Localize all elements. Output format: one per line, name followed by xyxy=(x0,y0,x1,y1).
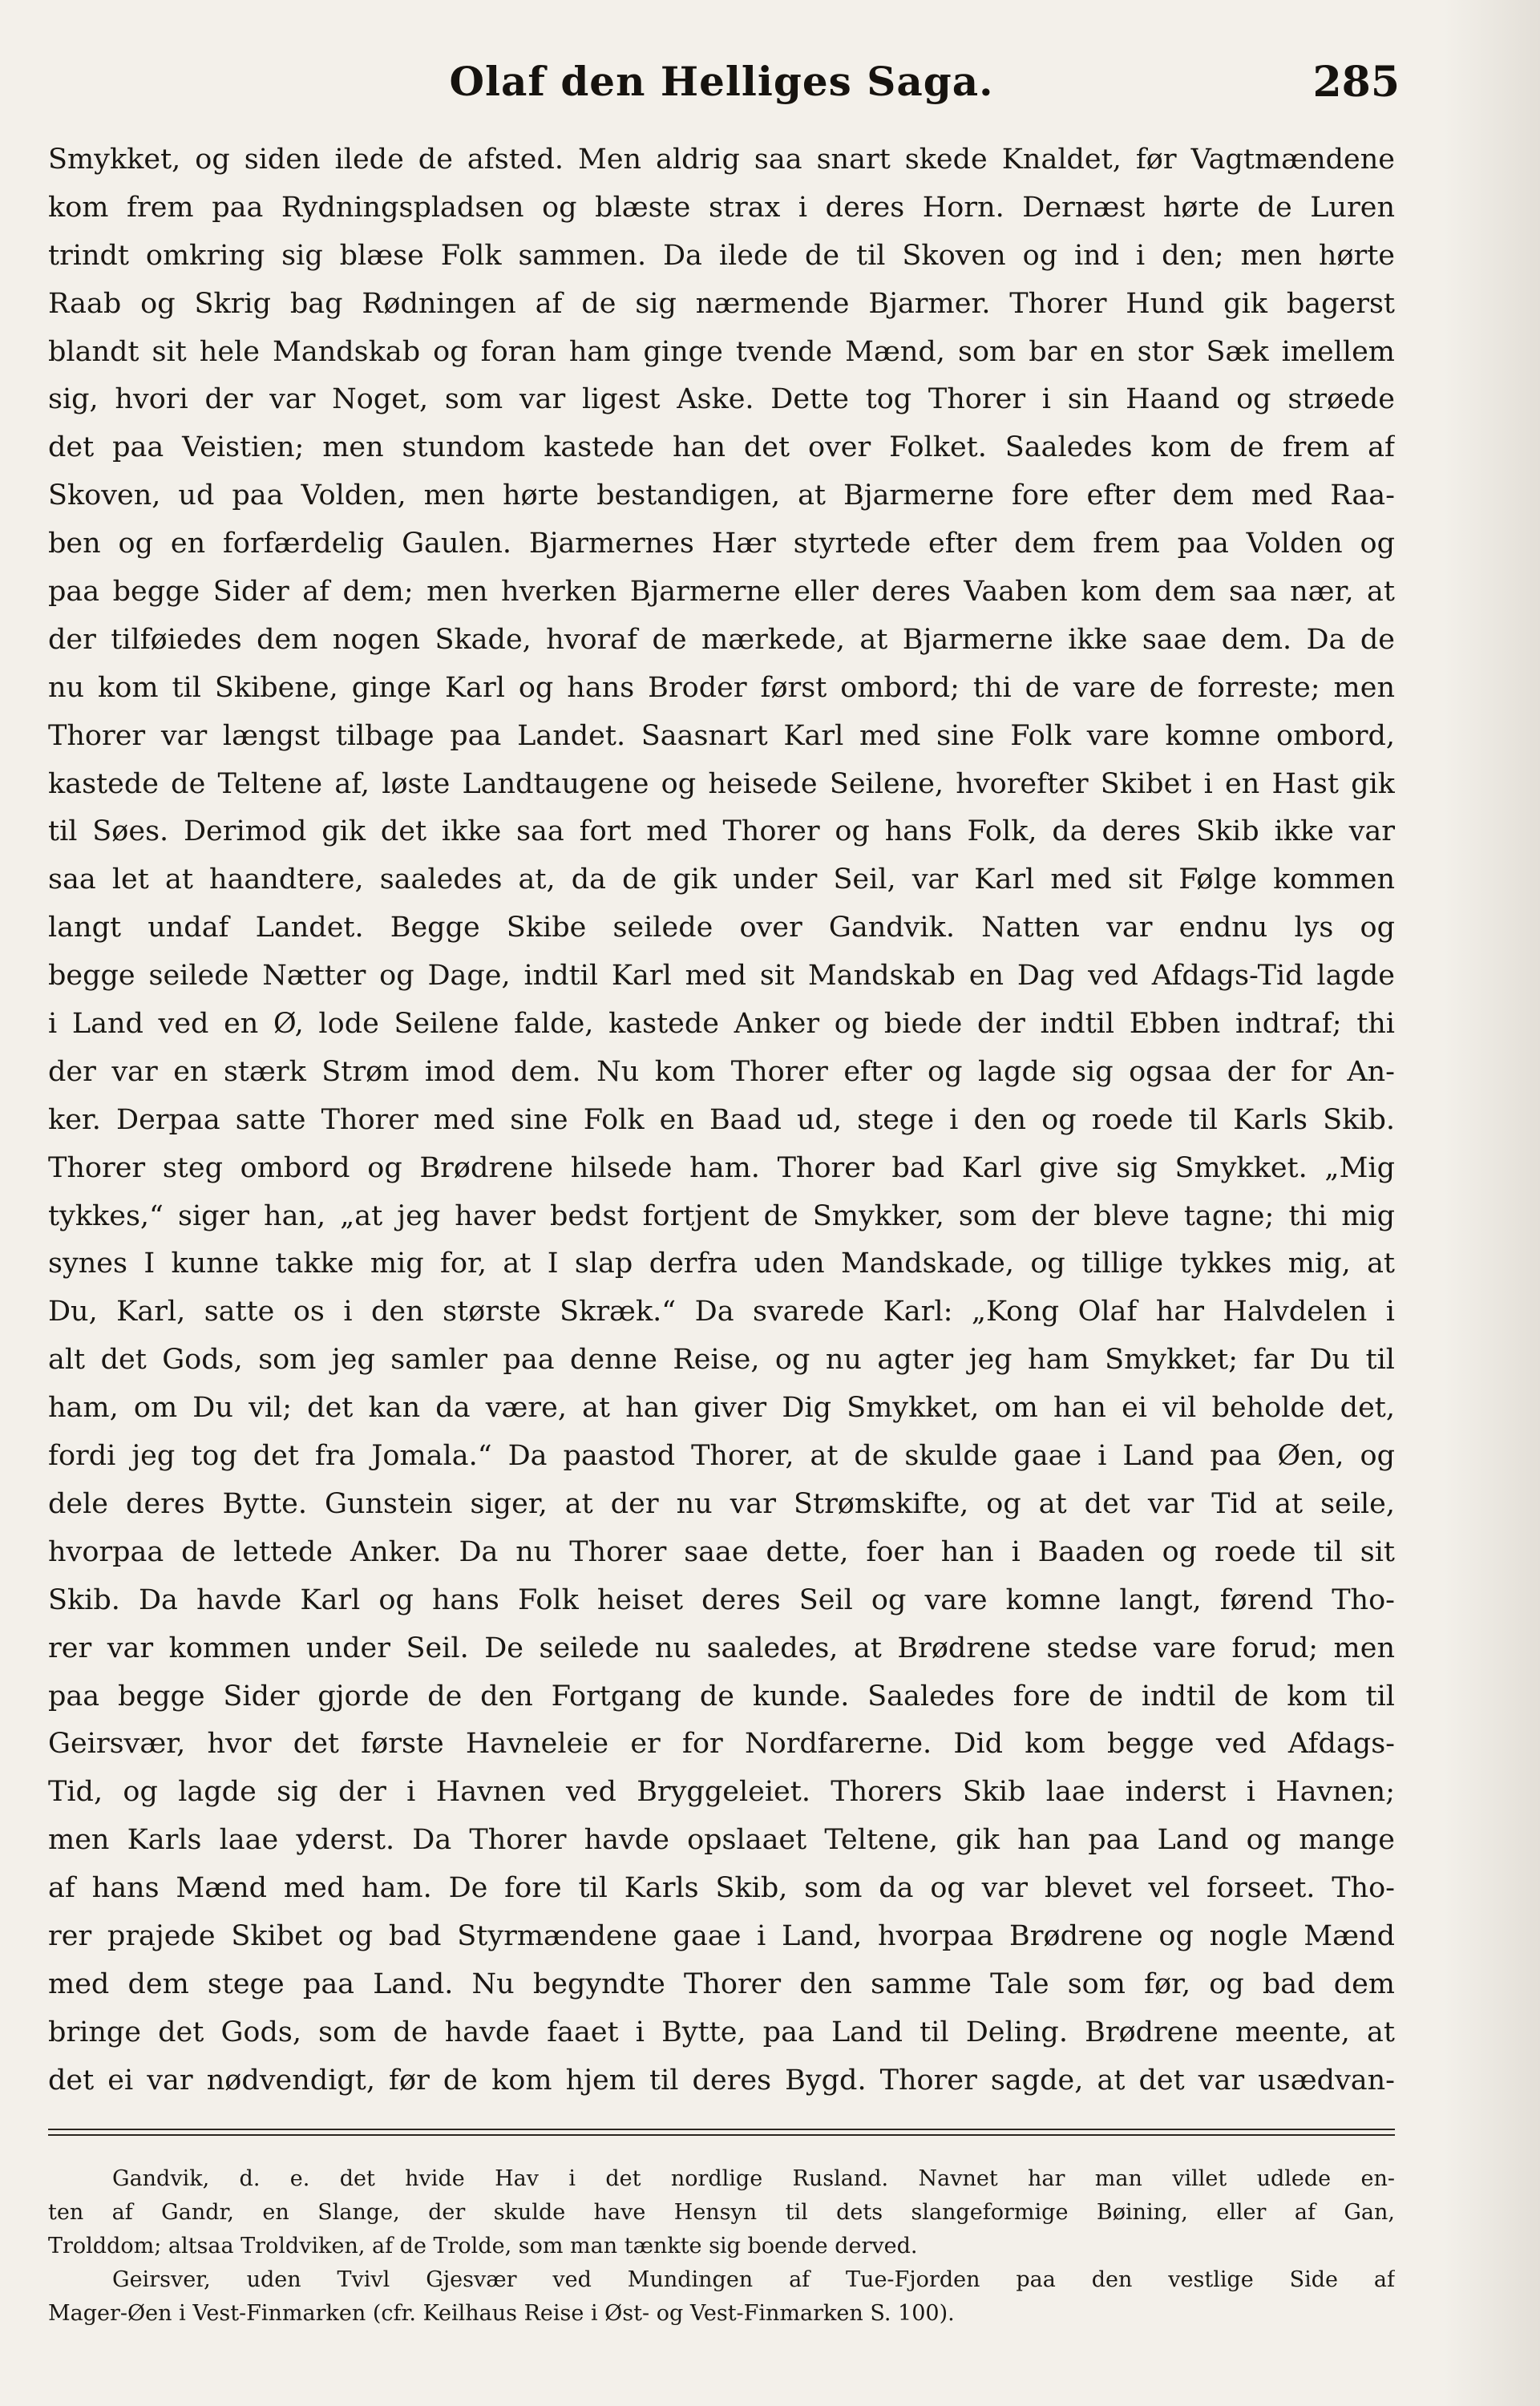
body-line: Skib. Da havde Karl og hans Folk heiset deres Seil og vare komne langt, førend Tho- xyxy=(48,1583,1395,1616)
body-line: ben og en forfærdelig Gaulen. Bjarmernes Hær styrtede efter dem frem paa Volden og xyxy=(48,528,1395,560)
body-line: trindt omkring sig blæse Folk sammen. Da ilede de til Skoven og ind i den; men hørte xyxy=(48,239,1395,272)
body-line: Du, Karl, satte os i den største Skræk.“ Da svarede Karl: „Kong Olaf har Halvdelen i xyxy=(48,1296,1395,1328)
body-line: rer var kommen under Seil. De seilede nu saaledes, at Brødrene stedse vare forud; men xyxy=(48,1632,1395,1664)
body-line: det ei var nødvendigt, før de kom hjem til deres Bygd. Thorer sagde, at det var usædvan- xyxy=(48,2064,1395,2097)
body-line: rer prajede Skibet og bad Styrmændene gaae i Land, hvorpaa Brødrene og nogle Mænd xyxy=(48,1919,1395,1952)
body-line: Skoven, ud paa Volden, men hørte bestandigen, at Bjarmerne fore efter dem med Raa- xyxy=(48,479,1395,512)
page-number: 285 xyxy=(1312,58,1400,107)
footnote-separator-rule xyxy=(48,2129,1395,2136)
body-line: men Karls laae yderst. Da Thorer havde opslaaet Teltene, gik han paa Land og mange xyxy=(48,1824,1395,1857)
body-line: alt det Gods, som jeg samler paa denne Reise, og nu agter jeg ham Smykket; far Du til xyxy=(48,1344,1395,1377)
body-line: nu kom til Skibene, ginge Karl og hans Broder først ombord; thi de vare de forreste; men xyxy=(48,671,1395,704)
body-text xyxy=(48,136,1395,2105)
body-line: saa let at haandtere, saaledes at, da de gik under Seil, var Karl med sit Følge kommen xyxy=(48,863,1395,896)
body-line: med dem stege paa Land. Nu begyndte Thorer den samme Tale som før, og bad dem xyxy=(48,1967,1395,2000)
body-line: Thorer steg ombord og Brødrene hilsede ham. Thorer bad Karl give sig Smykket. „Mig xyxy=(48,1151,1395,1184)
footnote-gandvik-line: Gandvik, d. e. det hvide Hav i det nordlige Rusland. Navnet har man villet udlede en- xyxy=(112,2166,1395,2191)
body-line: hvorpaa de lettede Anker. Da nu Thorer saae dette, foer han i Baaden og roede til sit xyxy=(48,1535,1395,1568)
body-line: af hans Mænd med ham. De fore til Karls Skib, som da og var blevet vel forseet. Tho- xyxy=(48,1872,1395,1905)
body-line: sig, hvori der var Noget, som var ligest Aske. Dette tog Thorer i sin Haand og strøede xyxy=(48,383,1395,416)
body-line: i Land ved en Ø, lode Seilene falde, kastede Anker og biede der indtil Ebben indtraf; thi xyxy=(48,1008,1395,1041)
body-line: kastede de Teltene af, løste Landtaugene og heisede Seilene, hvorefter Skibet i en Hast gik xyxy=(48,767,1395,800)
body-line: paa begge Sider gjorde de den Fortgang de kunde. Saaledes fore de indtil de kom til xyxy=(48,1680,1395,1713)
body-line: Tid, og lagde sig der i Havnen ved Bryggeleiet. Thorers Skib laae inderst i Havnen; xyxy=(48,1776,1395,1809)
body-line: Smykket, og siden ilede de afsted. Men aldrig saa snart skede Knaldet, før Vagtmændene xyxy=(48,144,1395,176)
body-line: paa begge Sider af dem; men hverken Bjarmerne eller deres Vaaben kom dem saa nær, at xyxy=(48,576,1395,609)
body-line: dele deres Bytte. Gunstein siger, at der nu var Strømskifte, og at det var Tid at seile, xyxy=(48,1487,1395,1520)
body-line: langt undaf Landet. Begge Skibe seilede over Gandvik. Natten var endnu lys og xyxy=(48,912,1395,944)
body-line: det paa Veistien; men stundom kastede han det over Folket. Saaledes kom de frem af xyxy=(48,431,1395,464)
footnote-geirsver-line: Geirsver, uden Tvivl Gjesvær ved Mundingen af Tue-Fjorden paa den vestlige Side af xyxy=(112,2267,1395,2292)
body-line: der var en stærk Strøm imod dem. Nu kom Thorer efter og lagde sig ogsaa der for An- xyxy=(48,1055,1395,1088)
body-line: ham, om Du vil; det kan da være, at han giver Dig Smykket, om han ei vil beholde det, xyxy=(48,1392,1395,1425)
running-head xyxy=(48,58,1400,122)
body-line: Raab og Skrig bag Rødningen af de sig nærmende Bjarmer. Thorer Hund gik bagerst xyxy=(48,287,1395,320)
body-line: Thorer var længst tilbage paa Landet. Saasnart Karl med sine Folk vare komne ombord, xyxy=(48,719,1395,752)
footnote-geirsver-line: Mager-Øen i Vest-Finmarken (cfr. Keilhaus Reise i Øst- og Vest-Finmarken S. 100). xyxy=(48,2301,955,2326)
body-line: tykkes,“ siger han, „at jeg haver bedst fortjent de Smykker, som der bleve tagne; thi mig xyxy=(48,1199,1395,1232)
footnote-gandvik-line: Trolddom; altsaa Troldviken, af de Trolde, som man tænkte sig boende derved. xyxy=(48,2234,918,2258)
body-line: Geirsvær, hvor det første Havneleie er for Nordfarerne. Did kom begge ved Afdags- xyxy=(48,1728,1395,1761)
body-line: fordi jeg tog det fra Jomala.“ Da paastod Thorer, at de skulde gaae i Land paa Øen, og xyxy=(48,1440,1395,1473)
body-line: blandt sit hele Mandskab og foran ham ginge tvende Mænd, som bar en stor Sæk imellem xyxy=(48,335,1395,368)
body-line: ker. Derpaa satte Thorer med sine Folk en Baad ud, stege i den og roede til Karls Skib. xyxy=(48,1103,1395,1136)
body-line: synes I kunne takke mig for, at I slap derfra uden Mandskade, og tillige tykkes mig, at xyxy=(48,1247,1395,1280)
running-head-title: Olaf den Helliges Saga. xyxy=(449,58,994,105)
body-line: til Søes. Derimod gik det ikke saa fort med Thorer og hans Folk, da deres Skib ikke var xyxy=(48,815,1395,848)
body-line: der tilføiedes dem nogen Skade, hvoraf de mærkede, at Bjarmerne ikke saae dem. Da de xyxy=(48,623,1395,656)
page-edge-shadow xyxy=(1444,0,1540,2406)
footnote-gandvik-line: ten af Gandr, en Slange, der skulde have Hensyn til dets slangeformige Bøining, eller af Gan, xyxy=(48,2200,1395,2225)
body-line: begge seilede Nætter og Dage, indtil Karl med sit Mandskab en Dag ved Afdags-Tid lagde xyxy=(48,960,1395,993)
footnotes xyxy=(48,2162,1395,2331)
body-line: bringe det Gods, som de havde faaet i Bytte, paa Land til Deling. Brødrene meente, at xyxy=(48,2016,1395,2048)
body-line: kom frem paa Rydningspladsen og blæste strax i deres Horn. Dernæst hørte de Luren xyxy=(48,191,1395,224)
